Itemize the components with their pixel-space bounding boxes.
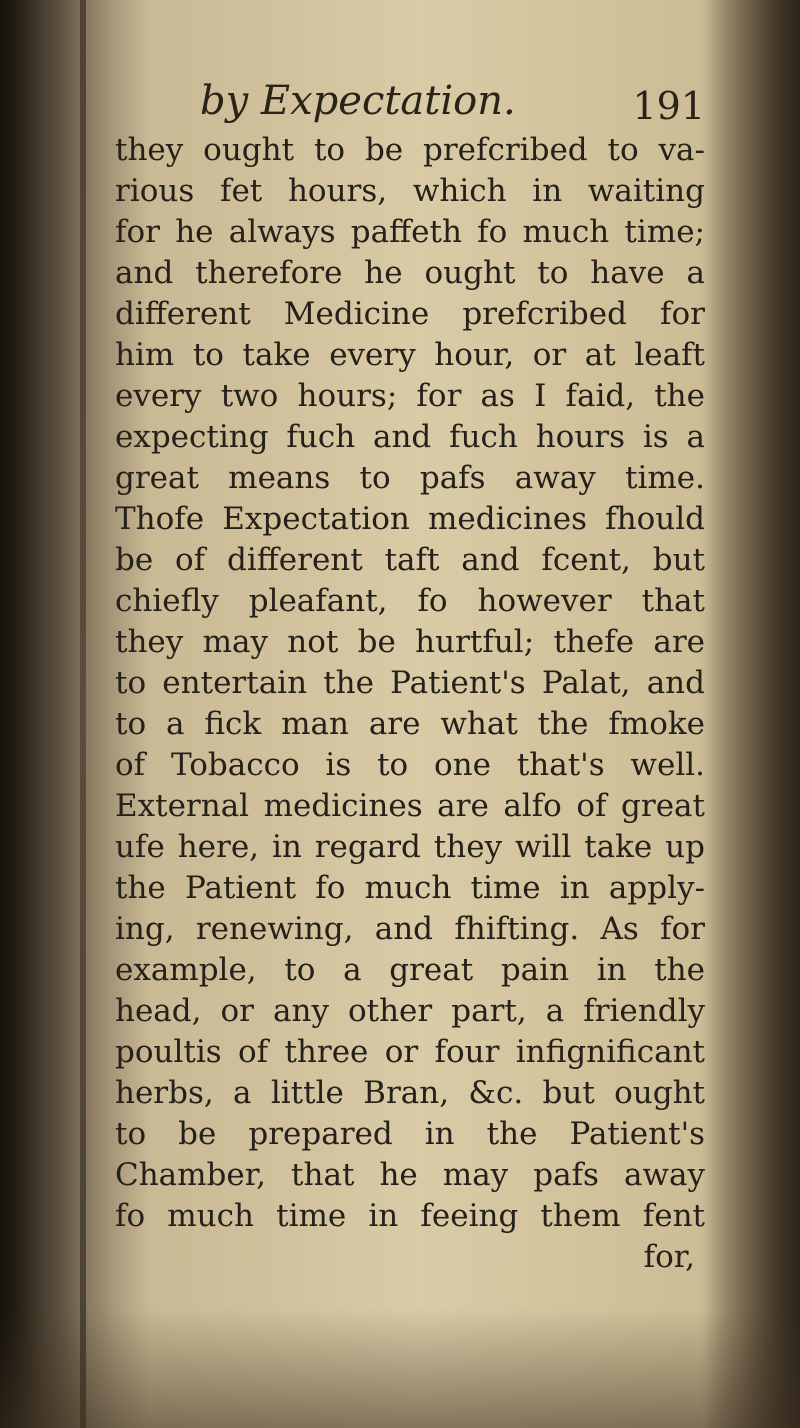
text-line: head, or any other part, a friendly xyxy=(115,993,705,1029)
text-line: every two hours; for as I faid, the xyxy=(115,378,705,414)
text-line: poultis of three or four infignificant xyxy=(115,1034,705,1070)
text-line: him to take every hour, or at leaft xyxy=(115,337,705,373)
text-line: to be prepared in the Patient's xyxy=(115,1116,705,1152)
text-line: ufe here, in regard they will take up xyxy=(115,829,705,865)
page-number: 191 xyxy=(632,84,705,128)
right-page-edge xyxy=(705,0,800,1428)
text-line: to a fick man are what the fmoke xyxy=(115,706,705,742)
running-title: by Expectation. xyxy=(200,78,516,124)
text-line: Thofe Expectation medicines fhould xyxy=(115,501,705,537)
text-line: different Medicine prefcribed for xyxy=(115,296,705,332)
text-line: be of different taft and fcent, but xyxy=(115,542,705,578)
text-line: External medicines are alfo of great xyxy=(115,788,705,824)
text-line: for he always paffeth fo much time; xyxy=(115,214,705,250)
text-line: chiefly pleafant, fo however that xyxy=(115,583,705,619)
text-line: fo much time in feeing them fent xyxy=(115,1198,705,1234)
text-line: of Tobacco is to one that's well. xyxy=(115,747,705,783)
text-line: and therefore he ought to have a xyxy=(115,255,705,291)
page-header xyxy=(115,78,705,128)
text-line: ing, renewing, and fhifting. As for xyxy=(115,911,705,947)
book-gutter-shadow xyxy=(0,0,115,1428)
text-line: expecting fuch and fuch hours is a xyxy=(115,419,705,455)
text-line: herbs, a little Bran, &c. but ought xyxy=(115,1075,705,1111)
text-line: they may not be hurtful; thefe are xyxy=(115,624,705,660)
text-line: to entertain the Patient's Palat, and xyxy=(115,665,705,701)
text-line: example, to a great pain in the xyxy=(115,952,705,988)
text-line: the Patient fo much time in apply- xyxy=(115,870,705,906)
text-line: rious fet hours, which in waiting xyxy=(115,173,705,209)
text-line-catchword: for, xyxy=(643,1239,695,1275)
text-line: great means to pafs away time. xyxy=(115,460,705,496)
text-line: Chamber, that he may pafs away xyxy=(115,1157,705,1193)
book-page xyxy=(115,0,705,1428)
left-page-edge xyxy=(80,0,86,1428)
text-line: they ought to be prefcribed to va- xyxy=(115,132,705,168)
body-text xyxy=(115,130,705,1278)
